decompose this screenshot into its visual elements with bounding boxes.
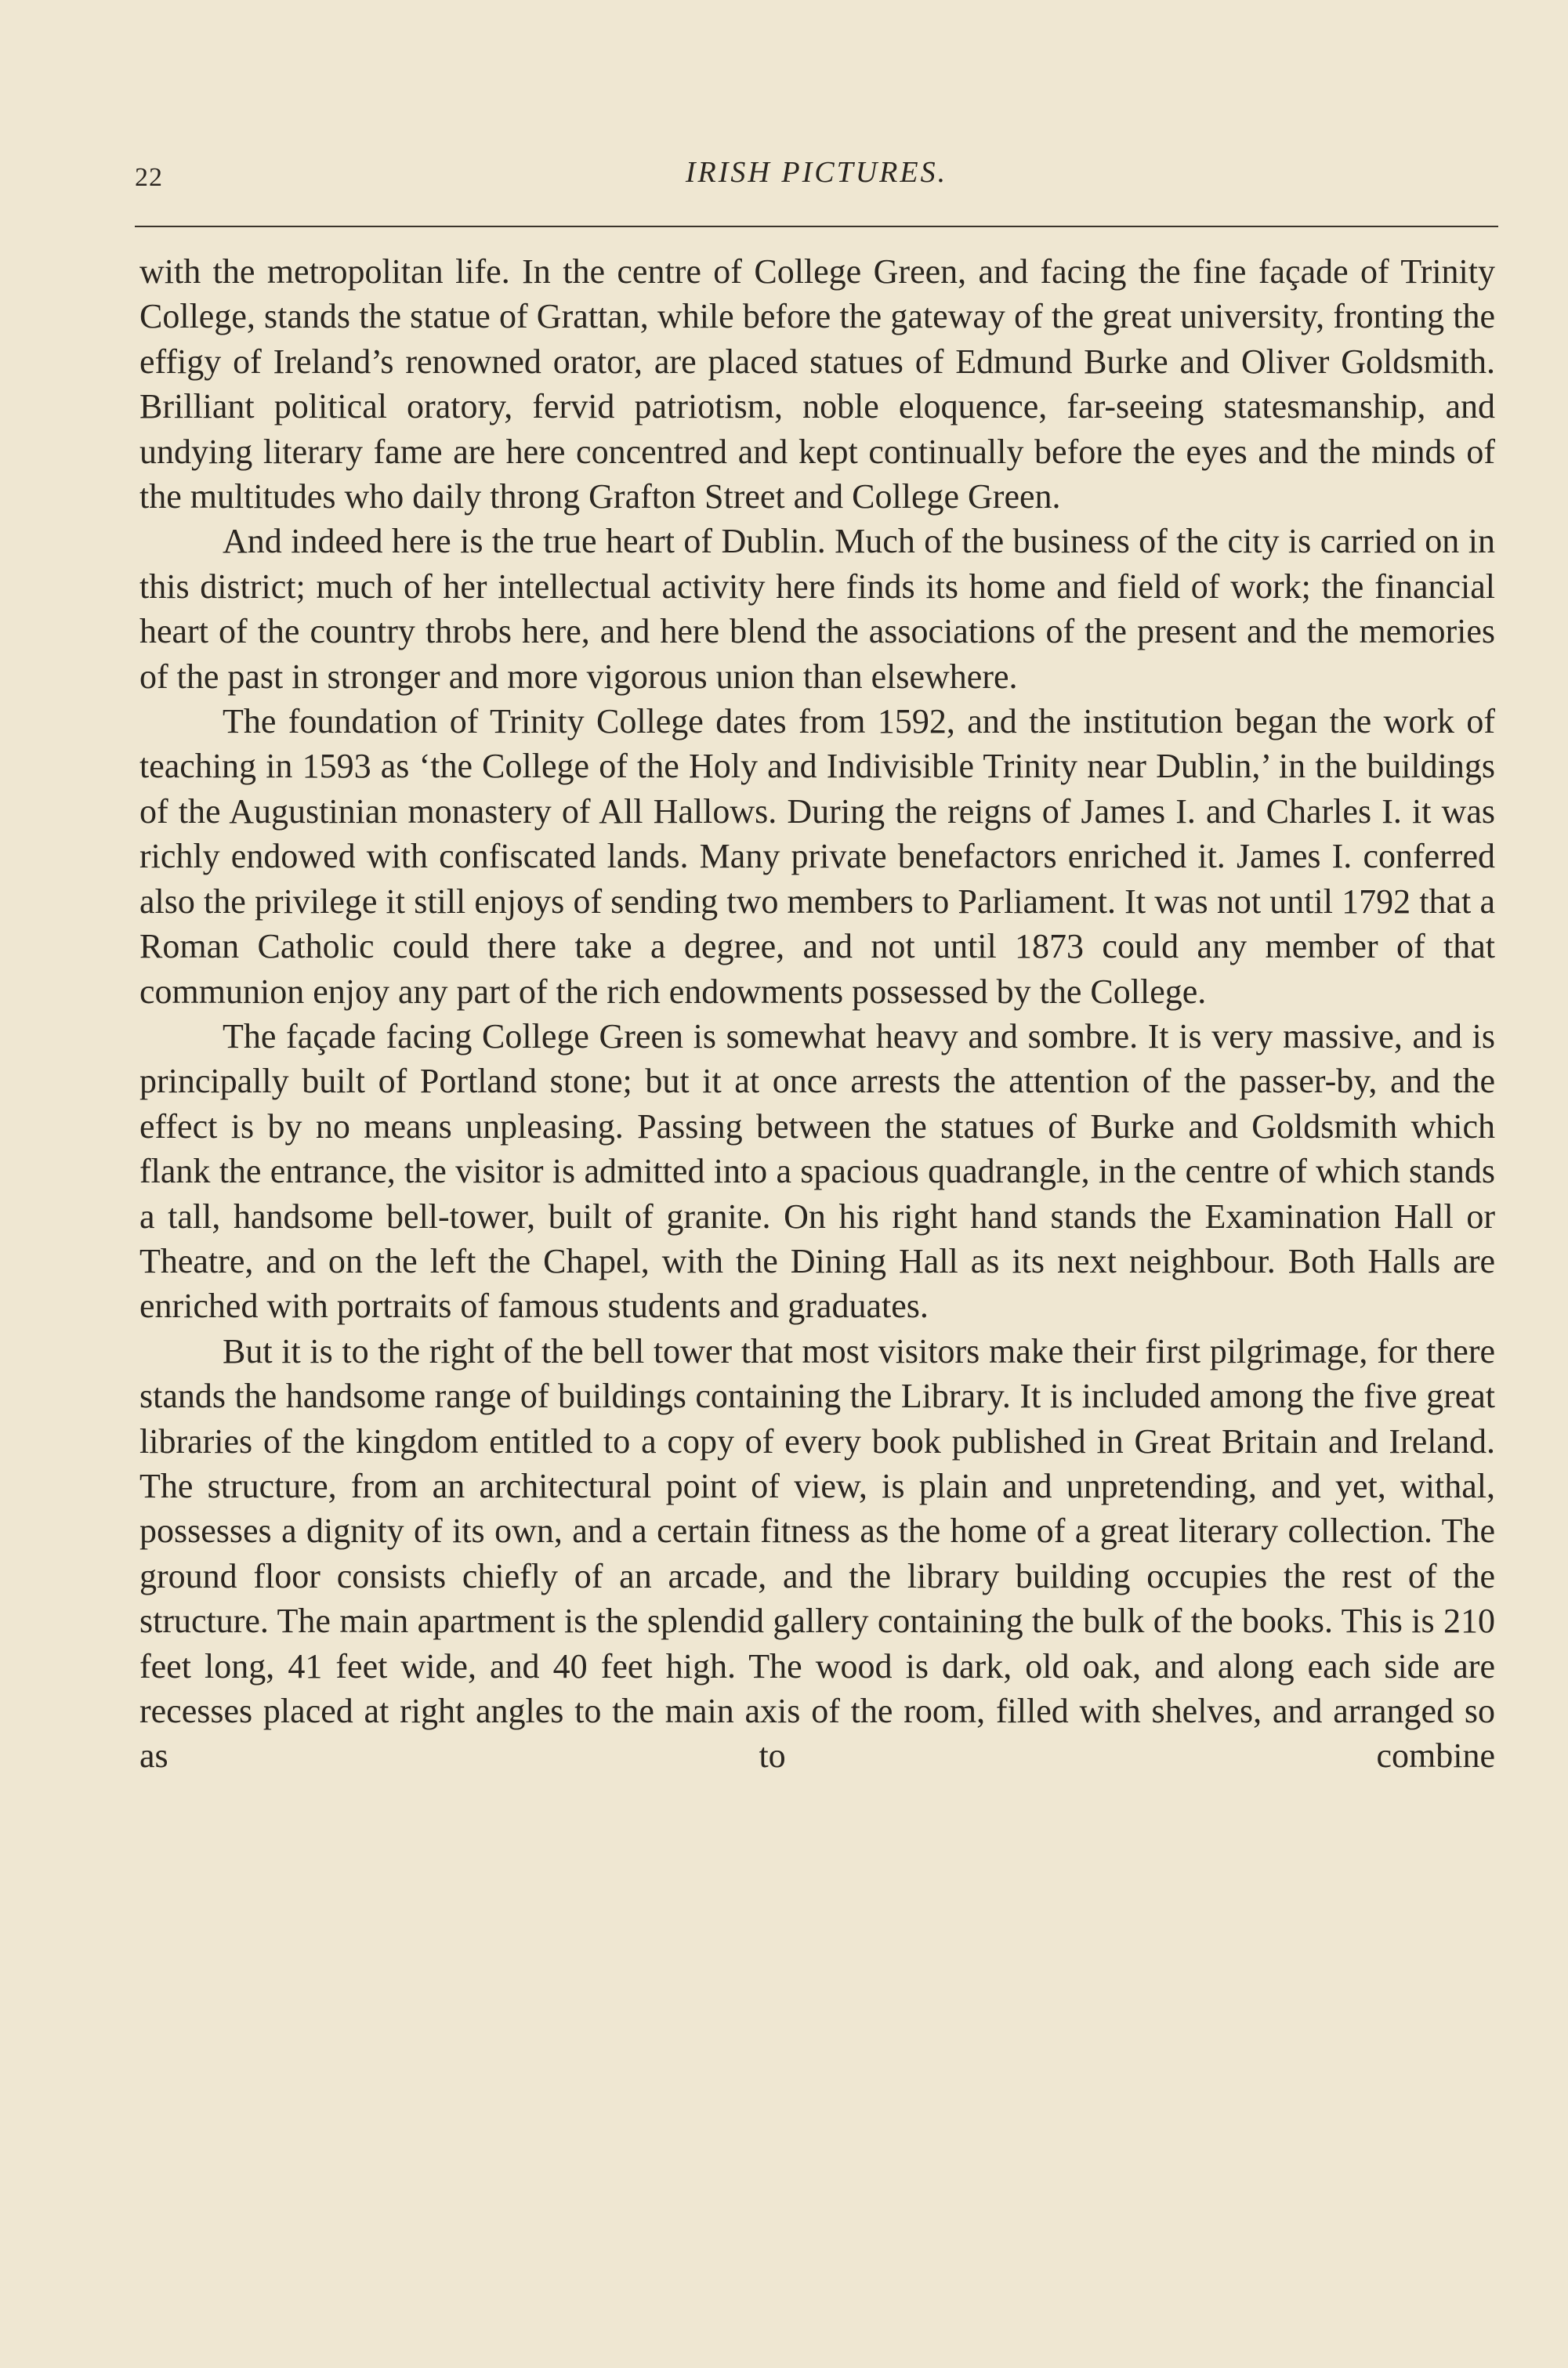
paragraph-2: And indeed here is the true heart of Dublin. Much of the business of the city is carried on in this district; much of her intellectual activity here finds its home and field of work; the financial heart of the country throbs here, and here blend the associations of the present and the memories of the past in stronger and more vigorous union than elsewhere. (139, 522, 1495, 696)
paragraph-3: The foundation of Trinity College dates from 1592, and the institution began the work of teaching in 1593 as ‘the College of the Holy and Indivisible Trinity near Dublin,’ in the buildings of the Augustinian monastery of All Hallows. During the reigns of James I. and Charles I. it was richly endowed with confiscated lands. Many private benefactors enriched it. James I. conferred also the privilege it still enjoys of sending two members to Parliament. It was not until 1792 that a Roman Catholic could there take a degree, and not until 1873 could any member of that communion enjoy any part of the rich endowments possessed by the College. (139, 702, 1495, 1011)
paragraph-4: The façade facing College Green is somewhat heavy and sombre. It is very massive, and is principally built of Portland stone; but it at once arrests the attention of the passer-by, and the effect is by no means unpleasing. Passing between the statues of Burke and Goldsmith which flank the entrance, the visitor is admitted into a spacious quadrangle, in the centre of which stands a tall, handsome bell-tower, built of granite. On his right hand stands the Examination Hall or Theatre, and on the left the Chapel, with the Dining Hall as its next neighbour. Both Halls are enriched with portraits of famous students and graduates. (139, 1016, 1495, 1326)
paragraph-1: with the metropolitan life. In the centre of College Green, and facing the fine façade of Trinity College, stands the statue of Grattan, while before the gateway of the great university, fronting the effigy of Ireland’s renowned orator, are placed statues of Edmund Burke and Oliver Goldsmith. Brilliant political oratory, fervid patriotism, noble eloquence, far-seeing statesmanship, and undying literary fame are here concentred and kept continually before the eyes and the minds of the multitudes who daily throng Grafton Street and College Green. (139, 252, 1495, 516)
page-number: 22 (135, 163, 163, 192)
page-header (135, 154, 1498, 201)
header-rule (135, 226, 1498, 227)
running-title: IRISH PICTURES. (685, 156, 948, 189)
paragraph-5: But it is to the right of the bell tower that most visitors make their first pilgrimage, for there stands the handsome range of buildings containing the Library. It is included among the five great libraries of the kingdom entitled to a copy of every book published in Great Britain and Ireland. The structure, from an architectural point of view, is plain and unpretending, and yet, withal, possesses a dignity of its own, and a certain fitness as the home of a great literary collection. The ground floor consists chiefly of an arcade, and the library building occupies the rest of the structure. The main apartment is the splendid gallery containing the bulk of the books. This is 210 feet long, 41 feet wide, and 40 feet high. The wood is dark, old oak, and along each side are recesses placed at right angles to the main axis of the room, filled with shelves, and arranged so as to combine (139, 1331, 1495, 1776)
body-text (139, 249, 1495, 1779)
